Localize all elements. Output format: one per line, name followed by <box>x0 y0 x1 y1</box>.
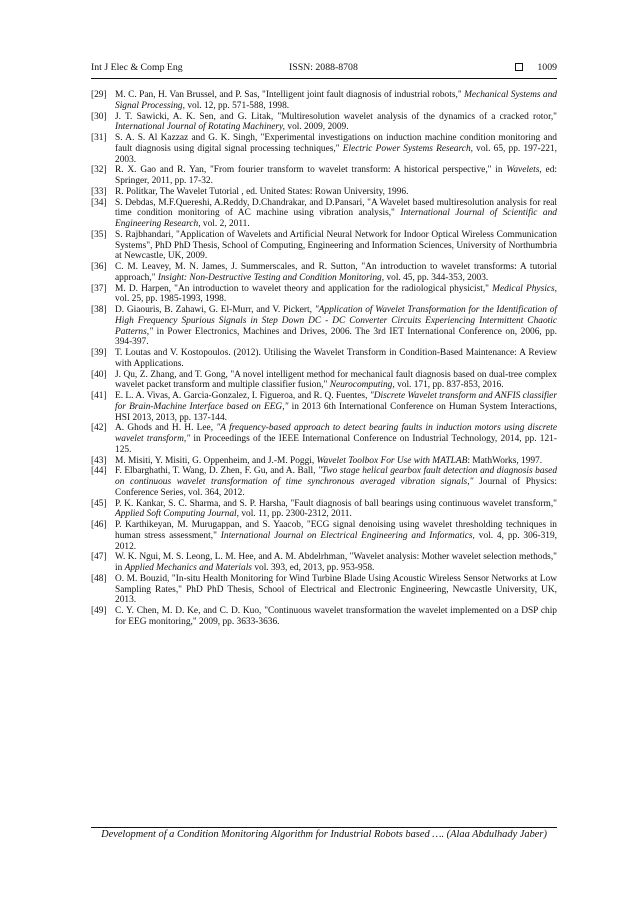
reference-segment: T. Loutas and V. Kostopoulos. (2012). Utilising the Wavelet Transform in Condition-Based Maintenance: A Review with Applications. <box>115 348 557 369</box>
reference-text <box>115 499 557 521</box>
reference-text <box>115 574 557 606</box>
reference-segment: S. Debdas, M.F.Quereshi, A.Reddy, D.Chandrakar, and D.Pansari, "A Wavelet based multiresolution analysis for real time condition monitoring of AC machine using vibration analysis," <box>115 197 557 219</box>
running-header <box>91 62 557 76</box>
reference-item <box>91 133 557 165</box>
reference-text <box>115 552 557 574</box>
reference-italic-segment: Electric Power Systems Research, <box>342 143 473 154</box>
reference-number: [35] <box>91 229 107 240</box>
reference-segment: vol. 2009, 2009. <box>285 122 349 133</box>
reference-italic-segment: International Journal of Scientific and Engineering Research, <box>115 208 557 229</box>
reference-item <box>91 165 557 187</box>
reference-item <box>91 230 557 262</box>
reference-item <box>91 187 557 198</box>
reference-segment: P. K. Kankar, S. C. Sharma, and S. P. Harsha, "Fault diagnosis of ball bearings using continuous wavelet transform," <box>115 498 557 509</box>
reference-text <box>115 606 557 628</box>
reference-italic-segment: Applied Soft Computing Journal, <box>115 509 239 520</box>
reference-item <box>91 456 557 467</box>
reference-text <box>115 187 557 198</box>
reference-text <box>115 230 557 262</box>
reference-segment: in 2013 6th International Conference on Human System Interactions, HSI 2013, 2013, pp. 137-144. <box>115 401 557 423</box>
reference-segment: S. A. S. Al Kazzaz and G. K. Singh, "Experimental investigations on induction machine condition monitoring and fault diagnosis using digital signal processing techniques," <box>115 133 557 154</box>
reference-number: [30] <box>91 111 107 122</box>
reference-number: [31] <box>91 133 107 143</box>
reference-italic-segment: Wavelets <box>506 165 540 176</box>
reference-segment: vol. 45, pp. 344-353, 2003. <box>384 272 489 283</box>
reference-segment: W. K. Ngui, M. S. Leong, L. M. Hee, and A. M. Abdelrhman, "Wavelet analysis: Mother wavelet selection methods," in <box>115 552 557 573</box>
reference-item <box>91 262 557 284</box>
reference-italic-segment: Neurocomputing, <box>329 380 395 391</box>
reference-number: [38] <box>91 305 107 315</box>
reference-segment: R. Politkar, The Wavelet Tutorial , ed. United States: Rowan University, 1996. <box>115 186 409 197</box>
reference-text <box>115 165 557 187</box>
reference-segment: P. Karthikeyan, M. Murugappan, and S. Yaacob, "ECG signal denoising using wavelet thresholding techniques in human stress assessment," <box>115 520 557 541</box>
reference-text <box>115 456 557 467</box>
reference-text <box>115 198 557 230</box>
reference-text <box>115 520 557 552</box>
reference-text <box>115 133 557 165</box>
reference-number: [47] <box>91 552 107 563</box>
reference-item <box>91 552 557 574</box>
reference-text <box>115 370 557 392</box>
reference-segment: M. D. Harpen, "An introduction to wavelet theory and application for the radiological physicist," <box>115 283 493 294</box>
reference-text <box>115 112 557 134</box>
running-footer: Development of a Condition Monitoring Algorithm for Industrial Robots based …. (Alaa Abdulhady Jaber) <box>101 829 547 840</box>
reference-segment: C. M. Leavey, M. N. James, J. Summerscales, and R. Sutton, "An introduction to wavelet transforms: A tutorial approach," <box>115 262 557 283</box>
reference-segment: F. Elbarghathi, T. Wang, D. Zhen, F. Gu, and A. Ball, <box>115 466 318 477</box>
reference-item <box>91 423 557 455</box>
reference-text <box>115 284 557 306</box>
reference-segment: A. Ghods and H. H. Lee, <box>115 423 217 434</box>
reference-item <box>91 90 557 112</box>
reference-number: [40] <box>91 369 107 380</box>
reference-italic-segment: "Application of Wavelet Transformation for the Identification of High Frequency Spurious Signals in Step Down DC - DC Converter Circuits Experiencing Intermittent Chaotic Patterns," <box>115 305 557 337</box>
reference-text <box>115 348 557 370</box>
reference-number: [41] <box>91 391 107 401</box>
reference-segment: E. L. A. Vivas, A. Garcia-Gonzalez, I. Figueroa, and R. Q. Fuentes, <box>115 391 370 401</box>
reference-text <box>115 423 557 455</box>
reference-item <box>91 348 557 370</box>
reference-list <box>91 90 557 628</box>
reference-item <box>91 198 557 230</box>
reference-number: [36] <box>91 262 107 272</box>
reference-text <box>115 466 557 498</box>
issn-label: ISSN: 2088-8708 <box>289 62 358 73</box>
reference-italic-segment: "Two stage helical gearbox fault detection and diagnosis based on continuous wavelet transformation of time synchronous averaged vibration signals," <box>115 466 558 487</box>
reference-text <box>115 262 557 284</box>
reference-number: [42] <box>91 423 107 434</box>
reference-item <box>91 466 557 498</box>
journal-name: Int J Elec & Comp Eng <box>91 62 183 73</box>
reference-segment: in Proceedings of the IEEE International Conference on Industrial Technology, 2014, pp. 121-125. <box>115 434 557 455</box>
reference-italic-segment: Insight: Non-Destructive Testing and Condition Monitoring, <box>157 272 385 283</box>
reference-item <box>91 391 557 423</box>
header-divider <box>91 78 557 79</box>
reference-segment: vol. 65, pp. 197-221, 2003. <box>115 143 557 165</box>
reference-item <box>91 370 557 392</box>
reference-italic-segment: Mechanical Systems and Signal Processing, <box>115 90 557 111</box>
reference-segment: : MathWorks, 1997. <box>467 455 543 466</box>
reference-italic-segment: International Journal of Rotating Machinery, <box>115 122 286 133</box>
reference-segment: , ed: Springer, 2011, pp. 17-32. <box>115 165 557 186</box>
reference-number: [33] <box>91 186 107 197</box>
reference-segment: vol. 12, pp. 571-588, 1998. <box>184 100 290 111</box>
reference-segment: D. Giaouris, B. Zahawi, G. El-Murr, and V. Pickert, <box>115 305 315 315</box>
reference-segment: J. Qu, Z. Zhang, and T. Gong, "A novel intelligent method for mechanical fault diagnosis based on dual-tree complex wavelet packet transform and multiple classifier fusion," <box>115 369 557 391</box>
reference-number: [48] <box>91 573 107 584</box>
reference-number: [29] <box>91 90 107 100</box>
reference-segment: C. Y. Chen, M. D. Ke, and C. D. Kuo, "Continuous wavelet transformation the wavelet implemented on a DSP chip for EEG monitoring," 2009, pp. 3633-3636. <box>115 606 557 627</box>
reference-item <box>91 499 557 521</box>
reference-segment: vol. 171, pp. 837-853, 2016. <box>394 380 504 391</box>
reference-item <box>91 284 557 306</box>
reference-segment: vol. 393, ed, 2013, pp. 953-958. <box>251 563 375 573</box>
reference-item <box>91 606 557 628</box>
reference-segment: in Power Electronics, Machines and Drives, 2006. The 3rd IET International Conference on, 2006, pp. 394-397. <box>115 326 557 348</box>
reference-italic-segment: "Discrete Wavelet transform and ANFIS classifier for Brain-Machine Interface based on EEG," <box>115 391 557 412</box>
reference-item <box>91 574 557 606</box>
reference-number: [39] <box>91 348 107 358</box>
reference-number: [32] <box>91 165 107 176</box>
reference-text <box>115 90 557 112</box>
reference-item <box>91 520 557 552</box>
checkbox-square-icon <box>515 63 523 71</box>
reference-segment: S. Rajbhandari, "Application of Wavelets and Artificial Neural Network for Indoor Optical Wireless Communication Systems", PhD PhD Thesis, School of Computing, Engineering and Information Sciences, University of Northumbria at Newcastle, UK, 2009. <box>115 229 557 262</box>
reference-number: [34] <box>91 197 107 208</box>
footer-divider <box>91 827 557 828</box>
reference-number: [43] <box>91 455 107 466</box>
reference-segment: M. Misiti, Y. Misiti, G. Oppenheim, and J.-M. Poggi, <box>115 455 317 466</box>
reference-segment: vol. 11, pp. 2300-2312, 2011. <box>238 509 352 520</box>
reference-number: [46] <box>91 520 107 530</box>
page-number: 1009 <box>537 62 557 73</box>
reference-number: [37] <box>91 283 107 294</box>
reference-segment: J. T. Sawicki, A. K. Sen, and G. Litak, "Multiresolution wavelet analysis of the dynamics of a cracked rotor," <box>115 111 557 122</box>
reference-text <box>115 305 557 348</box>
reference-segment: O. M. Bouzid, "In-situ Health Monitoring for Wind Turbine Blade Using Acoustic Wireless Sensor Networks at Low Sampling Rates," PhD PhD Thesis, School of Electrical and Electronic Engineering, Newcastle University, UK, 2013. <box>115 573 557 606</box>
reference-segment: Journal of Physics: Conference Series, vol. 364, 2012. <box>115 477 557 498</box>
reference-italic-segment: Wavelet Toolbox For Use with MATLAB <box>316 455 468 466</box>
reference-number: [45] <box>91 498 107 509</box>
reference-italic-segment: Medical Physics, <box>492 283 557 294</box>
reference-number: [44] <box>91 466 107 477</box>
reference-italic-segment: Applied Mechanics and Materials <box>124 563 252 573</box>
reference-segment: M. C. Pan, H. Van Brussel, and P. Sas, "Intelligent joint fault diagnosis of industrial robots," <box>115 90 465 100</box>
reference-number: [49] <box>91 606 107 616</box>
reference-segment: R. X. Gao and R. Yan, "From fourier transform to wavelet transform: A historical perspective," in <box>115 165 507 176</box>
reference-segment: vol. 4, pp. 306-319, 2012. <box>115 530 557 552</box>
reference-italic-segment: International Journal on Electrical Engineering and Informatics, <box>220 530 475 541</box>
reference-item <box>91 305 557 348</box>
reference-italic-segment: "A frequency-based approach to detect bearing faults in induction motors using discrete wavelet transform," <box>115 423 557 444</box>
reference-segment: vol. 2, 2011. <box>200 219 250 229</box>
reference-text <box>115 391 557 423</box>
reference-item <box>91 112 557 134</box>
reference-segment: vol. 25, pp. 1985-1993, 1998. <box>115 294 227 305</box>
